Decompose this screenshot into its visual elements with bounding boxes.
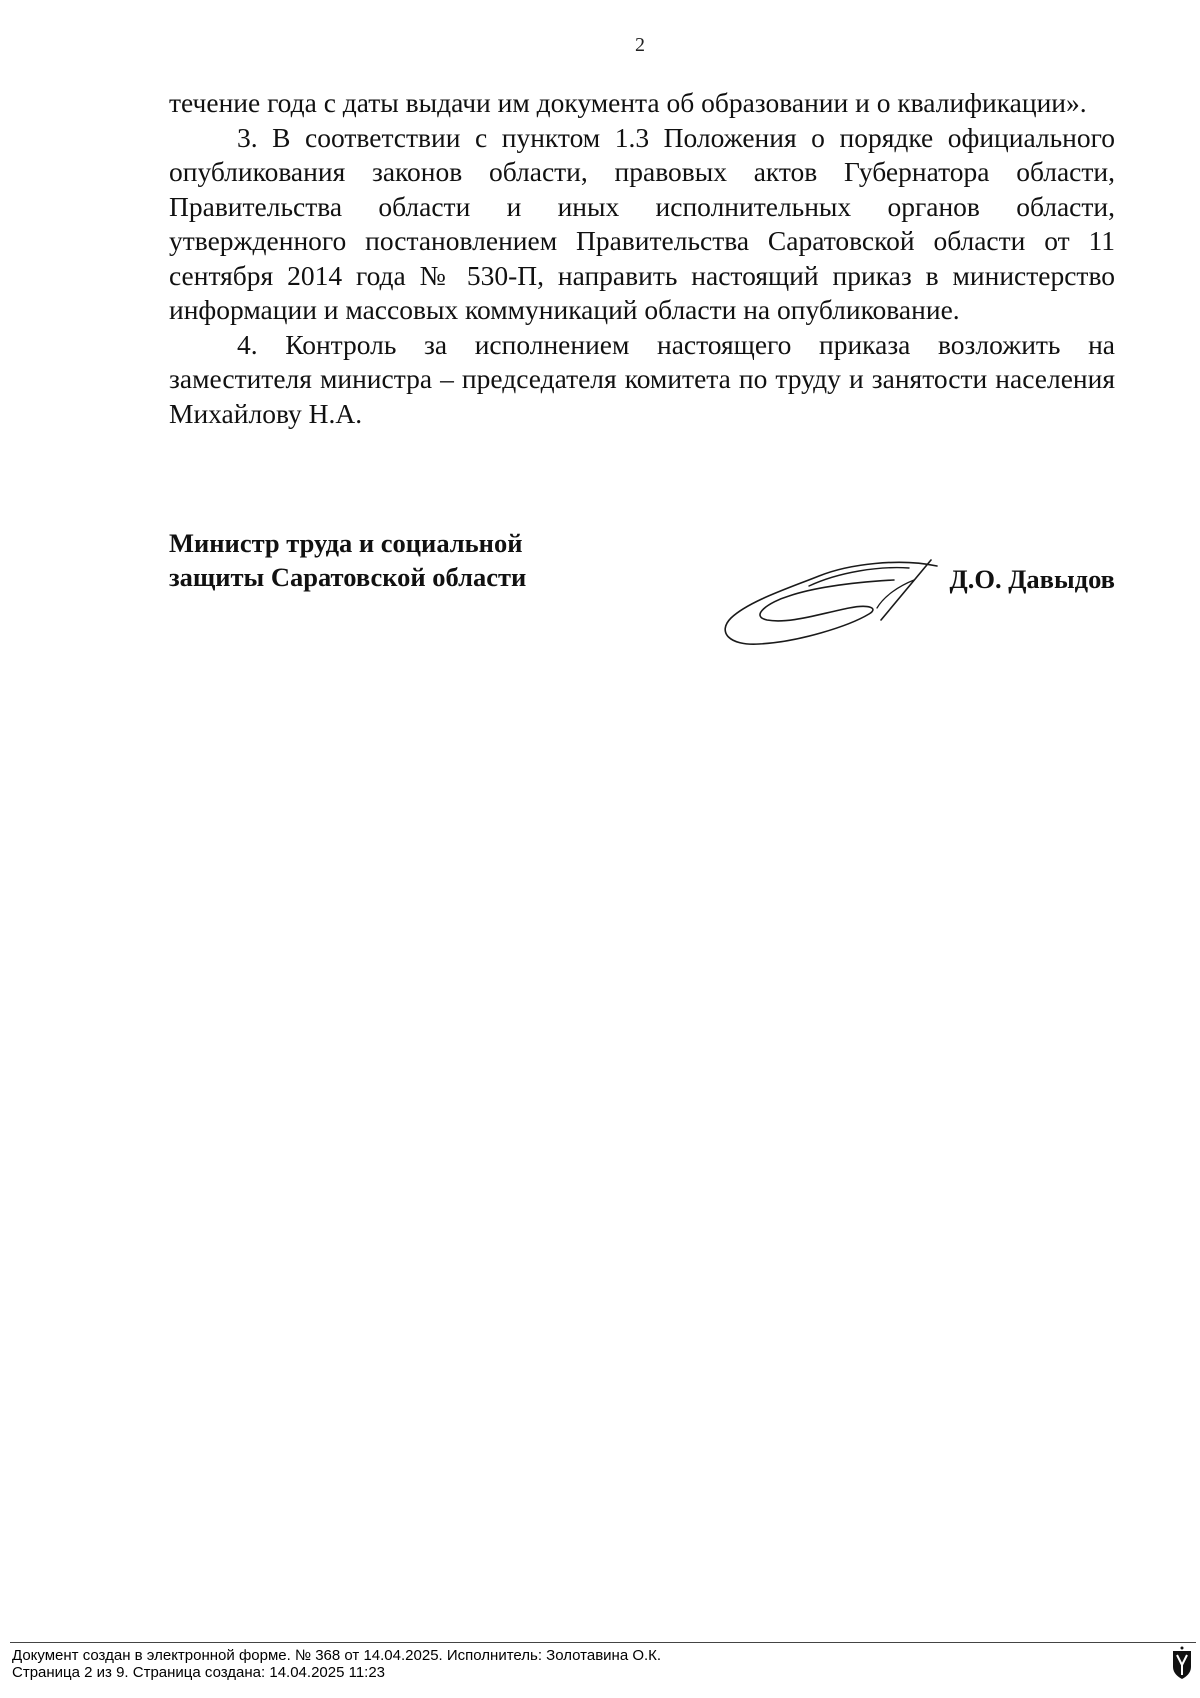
footer-divider	[10, 1642, 1196, 1643]
paragraph-item-3: 3. В соответствии с пунктом 1.3 Положения о порядке официального опубликования законов области, правовых актов Губернатора области, Правительства области и иных исполнительных органов области, утвержденного постановлением Правительства Саратовской области от 11 сентября 2014 года № 530-П, направить настоящий приказ в министерство информации и массовых коммуникаций области на опубликование.	[169, 121, 1115, 325]
signer-name: Д.О. Давыдов	[949, 564, 1115, 594]
signer-position-line-1: Министр труда и социальной	[169, 528, 523, 558]
signature-block	[169, 526, 1115, 666]
document-footer	[12, 1647, 661, 1681]
coat-of-arms-icon	[1170, 1645, 1194, 1681]
document-body	[169, 86, 1115, 431]
footer-line-1: Документ создан в электронной форме. № 368 от 14.04.2025. Исполнитель: Золотавина О.К.	[12, 1647, 662, 1664]
paragraph-item-4: 4. Контроль за исполнением настоящего приказа возложить на заместителя министра – председателя комитета по труду и занятости населения Михайлову Н.А.	[169, 328, 1115, 429]
footer-line-2: Страница 2 из 9. Страница создана: 14.04.2025 11:23	[12, 1664, 386, 1681]
paragraph-continuation: течение года с даты выдачи им документа об образовании и о квалификации».	[169, 87, 1087, 118]
page-number: 2	[635, 34, 645, 56]
handwritten-signature	[709, 546, 949, 656]
signer-position-line-2: защиты Саратовской области	[169, 562, 527, 592]
signer-position	[169, 526, 526, 594]
